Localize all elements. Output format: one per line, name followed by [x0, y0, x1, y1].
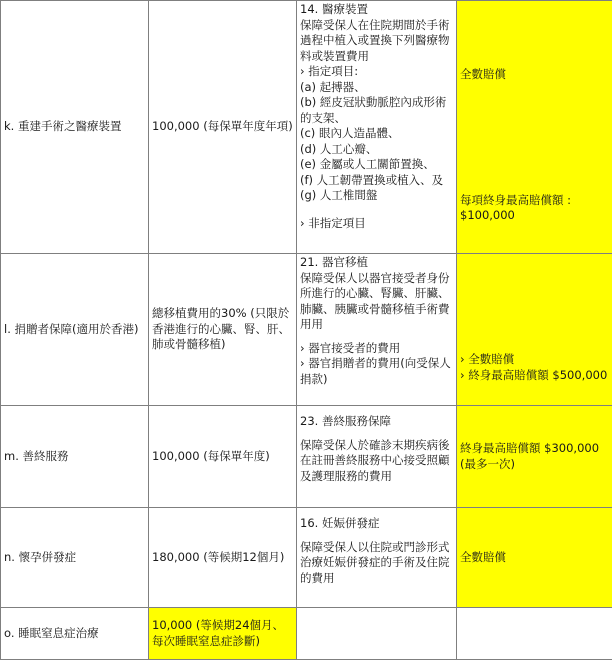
clause-cell	[297, 1, 457, 254]
benefit-limit: 180,000 (等候期12個月)	[149, 508, 297, 608]
clause-item: › 器官捐贈者的費用(向受保人捐款)	[300, 356, 451, 386]
clause-cell	[297, 406, 457, 508]
benefit-name: l. 捐贈者保障(適用於香港)	[1, 254, 149, 406]
table-row	[1, 1, 612, 254]
payout-cell	[457, 1, 612, 254]
clause-desc: 保障受保人於確診末期疾病後在註冊善終服務中心接受照顧及護理服務的費用	[300, 437, 450, 483]
clause-title: 21. 器官移植	[300, 255, 368, 269]
clause-item: (d) 人工心瓣、	[300, 141, 378, 156]
benefit-limit: 100,000 (每保單年度)	[149, 406, 297, 508]
clause-extra: › 非指定項目	[300, 215, 366, 230]
table-row	[1, 254, 612, 406]
clause-desc: 保障受保人在住院期間於手術過程中植入或置換下列醫療物料或裝置費用	[300, 17, 450, 63]
clause-cell	[297, 608, 457, 660]
clause-title: 23. 善終服務保障	[300, 414, 391, 428]
benefit-name: k. 重建手術之醫療裝置	[1, 1, 149, 254]
payout-cell	[457, 254, 612, 406]
clause-item: (c) 眼內人造晶體、	[300, 126, 400, 140]
table-row	[1, 406, 612, 508]
benefit-limit: 10,000 (等候期24個月、每次睡眠窒息症診斷)	[149, 608, 297, 660]
clause-item: (f) 人工韌帶置換或植入、及	[300, 172, 444, 187]
payout-cell	[457, 608, 612, 660]
clause-cell	[297, 254, 457, 406]
clause-desc: 保障受保人以器官接受者身份所進行的心臟、腎臟、肝臟、肺臟、胰臟或骨髓移植手術費用用	[300, 270, 450, 331]
clause-item: (a) 起搏器、	[300, 79, 366, 94]
benefit-name: m. 善終服務	[1, 406, 149, 508]
clause-title: 16. 妊娠併發症	[300, 516, 380, 530]
table-row	[1, 608, 612, 660]
payout-item: › 終身最高賠償額 $500,000	[460, 367, 608, 382]
benefit-limit: 總移植費用的30% (只限於香港進行的心臟、腎、肝、肺或骨髓移植)	[149, 254, 297, 406]
clause-cell	[297, 508, 457, 608]
payout-cell: 終身最高賠償額 $300,000 (最多一次)	[457, 406, 612, 508]
benefit-limit: 100,000 (每保單年度年項)	[149, 1, 297, 254]
payout-item: › 全數賠償	[460, 352, 515, 366]
table-row	[1, 508, 612, 608]
benefit-name: n. 懷孕併發症	[1, 508, 149, 608]
payout-limit: 每項終身最高賠償額 : $100,000	[460, 192, 572, 222]
payout-text: 全數賠償	[460, 67, 506, 81]
payout-cell: 全數賠償	[457, 508, 612, 608]
clause-item: (g) 人工椎間盤	[300, 188, 378, 202]
benefit-name: o. 睡眠窒息症治療	[1, 608, 149, 660]
clause-item: › 器官接受者的費用	[300, 340, 401, 355]
clause-item: › 指定項目:	[300, 64, 359, 78]
clause-item: (e) 金屬或人工關節置換、	[300, 157, 435, 171]
clause-item: (b) 經皮冠狀動脈腔內成形術的支架、	[300, 95, 447, 125]
clause-desc: 保障受保人以住院或門診形式治療妊娠併發症的手術及住院的費用	[300, 539, 450, 585]
clause-title: 14. 醫療裝置	[300, 2, 368, 16]
